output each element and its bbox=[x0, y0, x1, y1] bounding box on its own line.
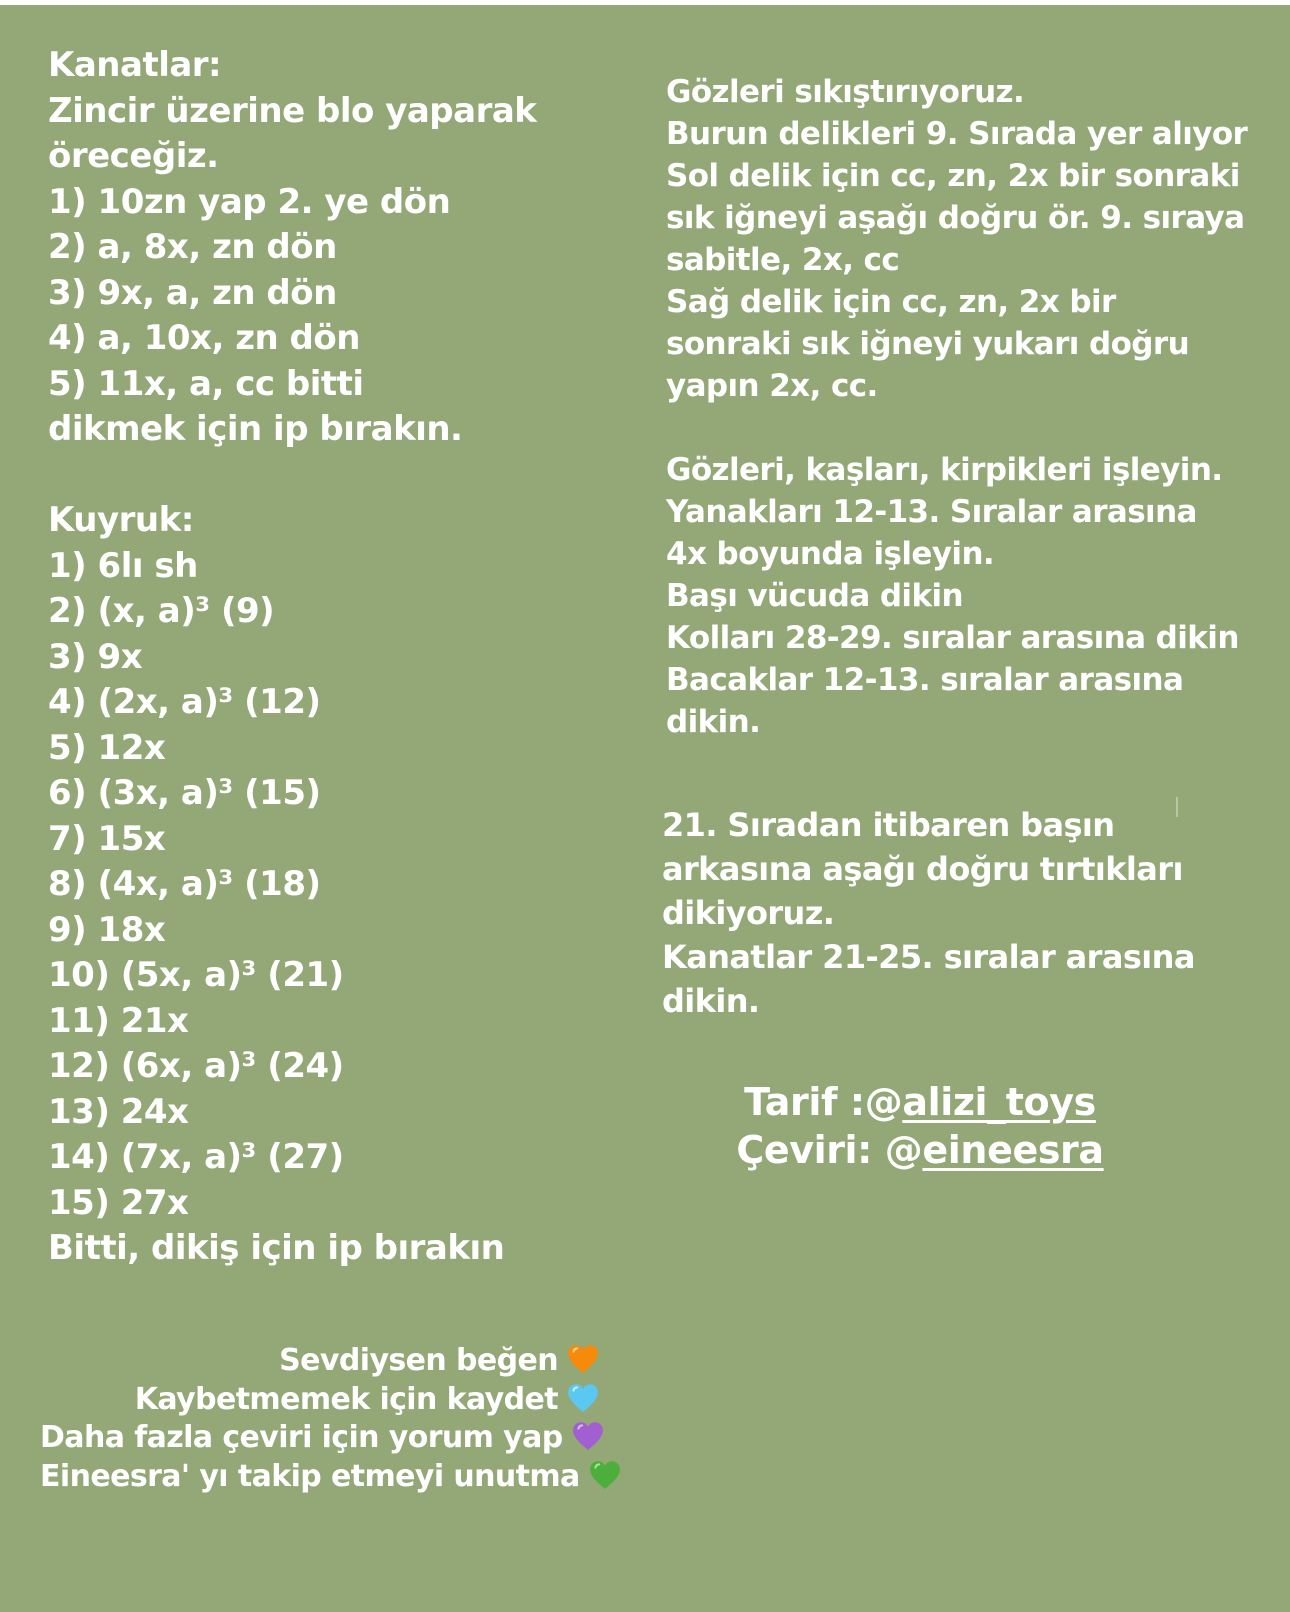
instruction-line: dikin. bbox=[662, 982, 760, 1020]
translator-link[interactable]: eineesra bbox=[922, 1128, 1104, 1172]
instruction-line: Zincir üzerine blo yaparak bbox=[48, 90, 537, 131]
instruction-line: yapın 2x, cc. bbox=[666, 368, 878, 404]
instruction-line: Yanakları 12-13. Sıralar arasına bbox=[666, 494, 1197, 530]
cta-row-follow bbox=[40, 1458, 600, 1497]
stray-mark bbox=[1176, 797, 1178, 817]
instruction-line: dikmek için ip bırakın. bbox=[48, 409, 463, 449]
round-step: 12) (6x, a)³ (24) bbox=[48, 1046, 344, 1086]
round-step: 6) (3x, a)³ (15) bbox=[48, 773, 321, 813]
recipe-credit bbox=[660, 1078, 1180, 1126]
instruction-line: Başı vücuda dikin bbox=[666, 578, 963, 614]
pattern-card bbox=[0, 5, 1290, 1612]
instruction-line: Kanatlar 21-25. sıralar arasına bbox=[662, 938, 1195, 976]
wings-section bbox=[48, 43, 648, 453]
spacer bbox=[48, 453, 648, 499]
round-step: 11) 21x bbox=[48, 1000, 189, 1041]
round-step: 15) 27x bbox=[48, 1182, 189, 1223]
tail-section bbox=[48, 498, 648, 1272]
round-step: 1) 10zn yap 2. ye dön bbox=[48, 181, 451, 222]
instruction-line: dikiyoruz. bbox=[662, 894, 835, 932]
instruction-line: 21. Sıradan itibaren başın bbox=[662, 806, 1115, 844]
instruction-line: öreceğiz. bbox=[48, 136, 219, 176]
call-to-action bbox=[40, 1342, 600, 1496]
round-step: 2) (x, a)³ (9) bbox=[48, 591, 275, 631]
instruction-line: Kolları 28-29. sıralar arasına dikin bbox=[666, 620, 1239, 656]
instruction-line: sık iğneyi aşağı doğru ör. 9. sıraya bbox=[666, 200, 1245, 236]
instruction-line: Bacaklar 12-13. sıralar arasına bbox=[666, 662, 1184, 698]
round-step: 3) 9x bbox=[48, 636, 143, 677]
round-step: 3) 9x, a, zn dön bbox=[48, 272, 337, 313]
round-step: 2) a, 8x, zn dön bbox=[48, 227, 337, 267]
spikes-wings-section bbox=[662, 803, 1266, 1023]
round-step: 7) 15x bbox=[48, 818, 166, 859]
round-step: 1) 6lı sh bbox=[48, 545, 198, 586]
spacer bbox=[666, 407, 1266, 449]
round-step: 9) 18x bbox=[48, 909, 166, 950]
instruction-line: sabitle, 2x, cc bbox=[666, 242, 900, 278]
credits bbox=[660, 1078, 1180, 1174]
instruction-line: Burun delikleri 9. Sırada yer alıyor bbox=[666, 116, 1248, 152]
instruction-line: Gözleri sıkıştırıyoruz. bbox=[666, 74, 1025, 110]
round-step: 5) 12x bbox=[48, 727, 166, 768]
instruction-line: Sol delik için cc, zn, 2x bir sonraki bbox=[666, 158, 1240, 194]
translation-label: Çeviri: @ bbox=[736, 1128, 923, 1172]
round-step: 4) a, 10x, zn dön bbox=[48, 318, 360, 358]
instruction-line: Gözleri, kaşları, kirpikleri işleyin. bbox=[666, 452, 1223, 488]
instruction-line: arkasına aşağı doğru tırtıkları bbox=[662, 850, 1183, 888]
section-heading-wings: Kanatlar: bbox=[48, 45, 222, 85]
recipe-label: Tarif :@ bbox=[744, 1080, 903, 1124]
spacer bbox=[666, 743, 1266, 803]
round-step: 4) (2x, a)³ (12) bbox=[48, 682, 321, 722]
instruction-line: dikin. bbox=[666, 704, 761, 740]
cta-text: Eineesra' yı takip etmeyi unutma bbox=[40, 1458, 580, 1494]
translation-credit bbox=[660, 1126, 1180, 1174]
round-step: 5) 11x, a, cc bitti bbox=[48, 363, 364, 404]
green-heart-icon bbox=[588, 1458, 622, 1492]
assembly-section bbox=[666, 449, 1266, 743]
right-column bbox=[662, 71, 1266, 1023]
cta-text: Daha fazla çeviri için yorum yap bbox=[40, 1420, 563, 1455]
section-heading-tail: Kuyruk: bbox=[48, 500, 194, 540]
instruction-line: sonraki sık iğneyi yukarı doğru bbox=[666, 326, 1190, 362]
instruction-line: 4x boyunda işleyin. bbox=[666, 536, 995, 572]
purple-heart-icon bbox=[571, 1419, 605, 1453]
cta-row-save bbox=[40, 1381, 600, 1420]
round-step: 8) (4x, a)³ (18) bbox=[48, 864, 321, 904]
cta-text: Sevdiysen beğen bbox=[279, 1343, 558, 1378]
round-step: 14) (7x, a)³ (27) bbox=[48, 1137, 344, 1177]
cta-row-like bbox=[40, 1342, 600, 1381]
instruction-line: Sağ delik için cc, zn, 2x bir bbox=[666, 284, 1116, 320]
face-details-section bbox=[666, 71, 1266, 407]
orange-heart-icon bbox=[566, 1342, 600, 1376]
round-step: 10) (5x, a)³ (21) bbox=[48, 955, 344, 995]
cta-text: Kaybetmemek için kaydet bbox=[134, 1381, 558, 1417]
recipe-author-link[interactable]: alizi_toys bbox=[902, 1080, 1096, 1124]
instruction-line: Bitti, dikiş için ip bırakın bbox=[48, 1228, 505, 1268]
round-step: 13) 24x bbox=[48, 1091, 189, 1132]
left-column bbox=[48, 43, 648, 1272]
light-blue-heart-icon bbox=[566, 1381, 600, 1415]
cta-row-comment bbox=[40, 1419, 600, 1458]
